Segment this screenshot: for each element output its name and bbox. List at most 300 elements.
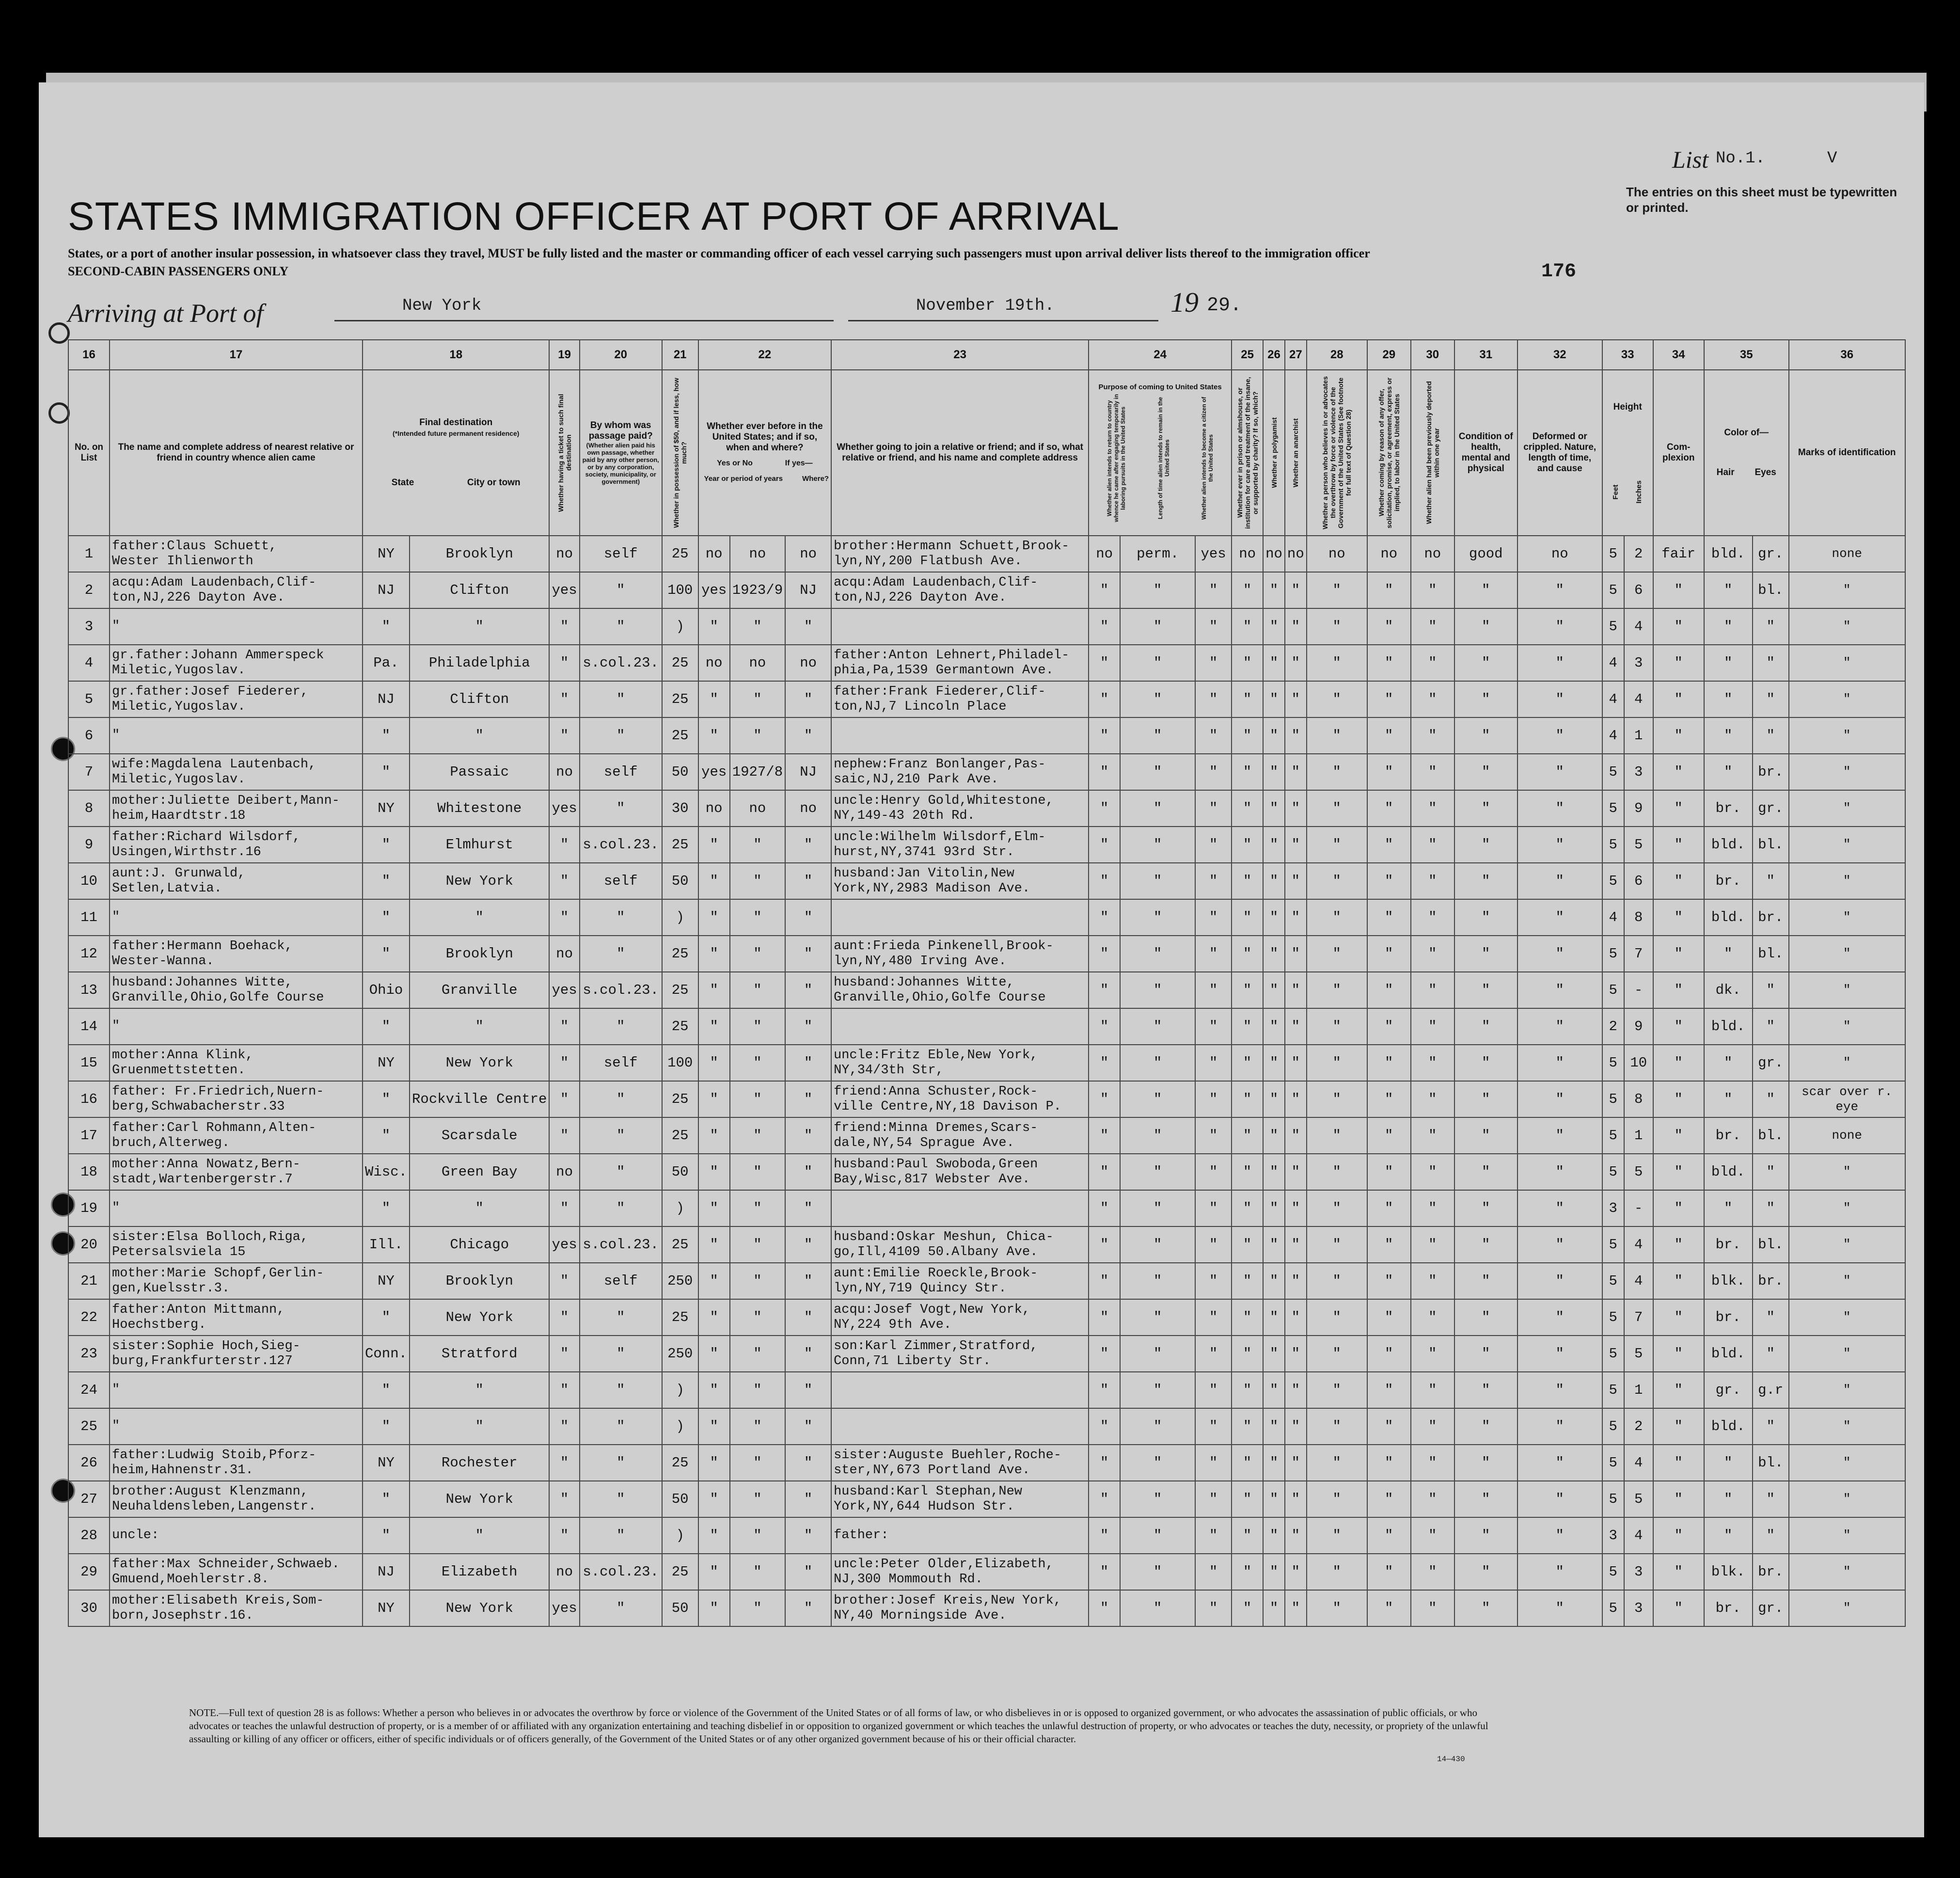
- purpose-citizen-cell: ": [1195, 790, 1232, 827]
- joining-cell-line-1: husband:Jan Vitolin,New: [834, 866, 1014, 881]
- complexion-cell: ": [1653, 1226, 1704, 1263]
- deported-cell: ": [1411, 1372, 1454, 1408]
- year-cell: ": [730, 1081, 785, 1117]
- eyes-cell: br.: [1753, 1263, 1789, 1299]
- anarchist-cell: no: [1285, 536, 1307, 572]
- money-cell: 25: [662, 1445, 698, 1481]
- deported-cell: ": [1411, 1190, 1454, 1226]
- joining-cell-line-2: saic,NJ,210 Park Ave.: [834, 772, 999, 787]
- anarchist-cell: ": [1285, 1590, 1307, 1626]
- labor-offer-cell: ": [1367, 1590, 1411, 1626]
- polygamist-cell: ": [1263, 1445, 1285, 1481]
- where-cell: ": [785, 1045, 831, 1081]
- money-cell: 25: [662, 717, 698, 754]
- marks-cell: ": [1789, 972, 1905, 1008]
- anarchist-cell: ": [1285, 1190, 1307, 1226]
- money-cell: 25: [662, 645, 698, 681]
- joining-cell: [831, 572, 1089, 608]
- year-cell: ": [730, 1372, 785, 1408]
- relative-cell: [110, 1154, 363, 1190]
- joining-cell-line-2: lyn,NY,719 Quincy Str.: [834, 1281, 1007, 1296]
- city-cell: ": [410, 1517, 549, 1554]
- table-row: [68, 1590, 1905, 1626]
- year-cell: ": [730, 1481, 785, 1517]
- joining-cell-line-2: NY,224 9th Ave.: [834, 1317, 952, 1332]
- anarchist-cell: ": [1285, 1554, 1307, 1590]
- purpose-citizen-cell: ": [1195, 1517, 1232, 1554]
- year-cell: ": [730, 1517, 785, 1554]
- table-row: [68, 1081, 1905, 1117]
- eyes-cell: gr.: [1753, 1590, 1789, 1626]
- joining-cell: [831, 1045, 1089, 1081]
- row-number: 25: [68, 1408, 110, 1445]
- ticket-cell: ": [549, 1299, 579, 1336]
- complexion-cell: ": [1653, 1590, 1704, 1626]
- polygamist-cell: ": [1263, 645, 1285, 681]
- deformed-cell: ": [1517, 717, 1602, 754]
- row-number: 30: [68, 1590, 110, 1626]
- deported-cell: ": [1411, 972, 1454, 1008]
- purpose-length-cell: ": [1120, 1408, 1195, 1445]
- inches-cell: 5: [1624, 827, 1653, 863]
- city-cell: ": [410, 1408, 549, 1445]
- before-cell: ": [698, 827, 730, 863]
- table-row: [68, 1517, 1905, 1554]
- table-row: [68, 1372, 1905, 1408]
- year-cell: ": [730, 608, 785, 645]
- year-cell: ": [730, 936, 785, 972]
- year-cell: ": [730, 1226, 785, 1263]
- anarchist-cell: ": [1285, 1081, 1307, 1117]
- city-cell: ": [410, 1372, 549, 1408]
- marks-cell: ": [1789, 608, 1905, 645]
- feet-cell: 5: [1602, 1081, 1624, 1117]
- before-cell: ": [698, 1117, 730, 1154]
- city-cell: Philadelphia: [410, 645, 549, 681]
- table-row: [68, 717, 1905, 754]
- feet-cell: 5: [1602, 1117, 1624, 1154]
- feet-cell: 5: [1602, 1445, 1624, 1481]
- deformed-cell: ": [1517, 1190, 1602, 1226]
- table-row: [68, 1263, 1905, 1299]
- eyes-cell: bl.: [1753, 1226, 1789, 1263]
- header-final-destination: [363, 370, 549, 536]
- hair-label: Hair: [1716, 467, 1735, 477]
- header-polygamist: Whether a polygamist: [1263, 370, 1285, 536]
- purpose-citizen-cell: ": [1195, 1336, 1232, 1372]
- before-cell: ": [698, 1336, 730, 1372]
- row-number: 23: [68, 1336, 110, 1372]
- city-cell: Passaic: [410, 754, 549, 790]
- eyes-cell: ": [1753, 1081, 1789, 1117]
- joining-cell-line-2: NY,40 Morningside Ave.: [834, 1608, 1007, 1623]
- polygamist-cell: ": [1263, 717, 1285, 754]
- relative-cell-line-2: ton,NJ,226 Dayton Ave.: [112, 590, 285, 605]
- inches-cell: 4: [1624, 1517, 1653, 1554]
- joining-cell: [831, 1408, 1089, 1445]
- paid-by-cell: self: [580, 863, 662, 899]
- ticket-cell: ": [549, 1263, 579, 1299]
- prison-cell: ": [1232, 972, 1263, 1008]
- deported-cell: ": [1411, 1008, 1454, 1045]
- where-cell: NJ: [785, 572, 831, 608]
- ticket-cell: ": [549, 827, 579, 863]
- joining-cell: [831, 1263, 1089, 1299]
- q28-cell: ": [1307, 1081, 1367, 1117]
- relative-cell: [110, 1590, 363, 1626]
- paid-by-cell: ": [580, 899, 662, 936]
- purpose-length-label: Length of time alien intends to remain in the United States: [1156, 397, 1170, 520]
- money-cell: 25: [662, 681, 698, 717]
- before-cell: ": [698, 1008, 730, 1045]
- joining-cell: [831, 972, 1089, 1008]
- year-suffix: 29.: [1207, 295, 1242, 317]
- state-cell: NY: [363, 536, 410, 572]
- complexion-cell: ": [1653, 1081, 1704, 1117]
- purpose-return-cell: ": [1089, 1590, 1120, 1626]
- city-cell: Chicago: [410, 1226, 549, 1263]
- feet-cell: 5: [1602, 1263, 1624, 1299]
- eyes-cell: g.r: [1753, 1372, 1789, 1408]
- relative-cell-line-1: ": [112, 1419, 120, 1433]
- state-cell: NY: [363, 790, 410, 827]
- anarchist-cell: ": [1285, 1117, 1307, 1154]
- header-anarchist: Whether an anarchist: [1285, 370, 1307, 536]
- purpose-length-cell: ": [1120, 1445, 1195, 1481]
- labor-offer-cell: ": [1367, 572, 1411, 608]
- labor-offer-cell: ": [1367, 1081, 1411, 1117]
- binding-ring: [48, 402, 70, 424]
- prison-cell: ": [1232, 1517, 1263, 1554]
- relative-cell: [110, 608, 363, 645]
- purpose-return-cell: ": [1089, 717, 1120, 754]
- anarchist-cell: ": [1285, 1299, 1307, 1336]
- feet-cell: 5: [1602, 608, 1624, 645]
- prison-cell: ": [1232, 1008, 1263, 1045]
- ticket-cell: ": [549, 1336, 579, 1372]
- purpose-return-cell: ": [1089, 1263, 1120, 1299]
- complexion-cell: ": [1653, 1299, 1704, 1336]
- relative-cell: [110, 645, 363, 681]
- q28-cell: ": [1307, 608, 1367, 645]
- anarchist-cell: ": [1285, 717, 1307, 754]
- before-cell: ": [698, 1372, 730, 1408]
- relative-cell-line-1: gr.father:Johann Ammerspeck: [112, 648, 324, 663]
- state-cell: NY: [363, 1263, 410, 1299]
- anarchist-cell: ": [1285, 863, 1307, 899]
- anarchist-cell: ": [1285, 790, 1307, 827]
- joining-cell-line-2: ton,NJ,7 Lincoln Place: [834, 699, 1007, 714]
- year-cell: ": [730, 827, 785, 863]
- joining-cell-line-1: nephew:Franz Bonlanger,Pas-: [834, 757, 1046, 772]
- column-number: 36: [1789, 340, 1905, 370]
- joining-cell-line-2: NY,34/3th Str,: [834, 1063, 944, 1078]
- relative-cell-line-1: ": [112, 910, 120, 924]
- purpose-return-cell: ": [1089, 1299, 1120, 1336]
- joining-cell-line-1: aunt:Frieda Pinkenell,Brook-: [834, 939, 1054, 954]
- anarchist-cell: ": [1285, 899, 1307, 936]
- deported-cell: no: [1411, 536, 1454, 572]
- relative-cell: [110, 1008, 363, 1045]
- feet-cell: 2: [1602, 1008, 1624, 1045]
- before-cell: ": [698, 972, 730, 1008]
- marks-cell: ": [1789, 1045, 1905, 1081]
- ticket-cell: no: [549, 754, 579, 790]
- purpose-length-cell: ": [1120, 936, 1195, 972]
- deformed-cell: ": [1517, 1154, 1602, 1190]
- deformed-cell: ": [1517, 1299, 1602, 1336]
- year-cell: ": [730, 681, 785, 717]
- joining-cell: [831, 754, 1089, 790]
- joining-cell-line-1: uncle:Henry Gold,Whitestone,: [834, 793, 1054, 808]
- relative-cell-line-1: gr.father:Josef Fiederer,: [112, 684, 309, 699]
- inches-cell: 2: [1624, 1408, 1653, 1445]
- inches-cell: 7: [1624, 1299, 1653, 1336]
- marks-cell: ": [1789, 1226, 1905, 1263]
- anarchist-cell: ": [1285, 1008, 1307, 1045]
- complexion-cell: ": [1653, 1263, 1704, 1299]
- state-cell: ": [363, 936, 410, 972]
- polygamist-cell: ": [1263, 1117, 1285, 1154]
- money-cell: ): [662, 1517, 698, 1554]
- money-cell: ): [662, 608, 698, 645]
- ticket-cell: yes: [549, 572, 579, 608]
- inches-cell: 8: [1624, 1081, 1653, 1117]
- prison-cell: ": [1232, 572, 1263, 608]
- row-number: 6: [68, 717, 110, 754]
- list-suffix: V: [1827, 149, 1837, 168]
- paid-by-cell: ": [580, 1481, 662, 1517]
- purpose-return-cell: ": [1089, 645, 1120, 681]
- purpose-citizen-cell: ": [1195, 827, 1232, 863]
- purpose-length-cell: ": [1120, 1045, 1195, 1081]
- relative-cell: [110, 681, 363, 717]
- city-cell: Brooklyn: [410, 536, 549, 572]
- eyes-cell: gr.: [1753, 1045, 1789, 1081]
- relative-cell-line-2: Granville,Ohio,Golfe Course: [112, 990, 324, 1005]
- joining-cell: [831, 899, 1089, 936]
- health-cell: ": [1454, 1517, 1517, 1554]
- joining-cell-line-1: uncle:Peter Older,Elizabeth,: [834, 1557, 1054, 1572]
- health-cell: ": [1454, 1117, 1517, 1154]
- ticket-cell: ": [549, 899, 579, 936]
- eyes-cell: br.: [1753, 754, 1789, 790]
- where-cell: ": [785, 1117, 831, 1154]
- complexion-cell: ": [1653, 1190, 1704, 1226]
- joining-cell: [831, 1299, 1089, 1336]
- header-before-in-us: [698, 370, 831, 536]
- state-cell: Conn.: [363, 1336, 410, 1372]
- relative-cell: [110, 827, 363, 863]
- ticket-cell: yes: [549, 790, 579, 827]
- city-cell: ": [410, 717, 549, 754]
- relative-cell-line-2: Neuhaldensleben,Langenstr.: [112, 1499, 316, 1514]
- marks-cell: ": [1789, 936, 1905, 972]
- row-number: 3: [68, 608, 110, 645]
- year-cell: ": [730, 972, 785, 1008]
- health-cell: ": [1454, 1481, 1517, 1517]
- paid-by-cell: ": [580, 1590, 662, 1626]
- row-number: 29: [68, 1554, 110, 1590]
- purpose-length-cell: ": [1120, 572, 1195, 608]
- relative-cell: [110, 1299, 363, 1336]
- complexion-cell: ": [1653, 754, 1704, 790]
- paid-by-cell: ": [580, 681, 662, 717]
- deported-cell: ": [1411, 899, 1454, 936]
- feet-cell: 5: [1602, 1481, 1624, 1517]
- relative-cell-line-1: ": [112, 619, 120, 634]
- final-destination-label: Final destination: [419, 417, 493, 428]
- relative-cell-line-1: acqu:Adam Laudenbach,Clif-: [112, 575, 316, 590]
- purpose-length-cell: ": [1120, 1117, 1195, 1154]
- hair-cell: ": [1704, 717, 1753, 754]
- purpose-length-cell: ": [1120, 1554, 1195, 1590]
- q28-cell: ": [1307, 645, 1367, 681]
- table-row: [68, 1408, 1905, 1445]
- q28-cell: ": [1307, 1372, 1367, 1408]
- ticket-cell: ": [549, 608, 579, 645]
- joining-cell: [831, 1336, 1089, 1372]
- header-nearest-relative: The name and complete address of nearest relative or friend in country whence alien came: [110, 370, 363, 536]
- column-number: 33: [1602, 340, 1653, 370]
- ticket-cell: ": [549, 1008, 579, 1045]
- eyes-cell: br.: [1753, 899, 1789, 936]
- relative-cell-line-2: Wester-Wanna.: [112, 954, 214, 969]
- feet-cell: 5: [1602, 1045, 1624, 1081]
- prison-cell: ": [1232, 1590, 1263, 1626]
- purpose-length-cell: ": [1120, 1008, 1195, 1045]
- relative-cell: [110, 1336, 363, 1372]
- year-cell: ": [730, 1299, 785, 1336]
- eyes-cell: ": [1753, 608, 1789, 645]
- hair-cell: ": [1704, 1190, 1753, 1226]
- q28-cell: ": [1307, 1445, 1367, 1481]
- ticket-cell: ": [549, 1190, 579, 1226]
- hair-cell: ": [1704, 1517, 1753, 1554]
- before-cell: ": [698, 1590, 730, 1626]
- city-cell: New York: [410, 1299, 549, 1336]
- purpose-return-cell: ": [1089, 1154, 1120, 1190]
- joining-cell-line-2: go,Ill,4109 50.Albany Ave.: [834, 1244, 1038, 1259]
- ticket-cell: no: [549, 536, 579, 572]
- where-cell: NJ: [785, 754, 831, 790]
- before-cell: ": [698, 863, 730, 899]
- year-cell: 1927/8: [730, 754, 785, 790]
- health-cell: ": [1454, 1190, 1517, 1226]
- deformed-cell: ": [1517, 608, 1602, 645]
- purpose-citizen-cell: ": [1195, 1081, 1232, 1117]
- purpose-length-cell: ": [1120, 899, 1195, 936]
- row-number: 17: [68, 1117, 110, 1154]
- deformed-cell: ": [1517, 1226, 1602, 1263]
- table-row: [68, 1554, 1905, 1590]
- labor-offer-cell: ": [1367, 1554, 1411, 1590]
- purpose-citizen-cell: ": [1195, 1226, 1232, 1263]
- purpose-length-cell: ": [1120, 863, 1195, 899]
- deformed-cell: no: [1517, 536, 1602, 572]
- money-cell: 30: [662, 790, 698, 827]
- ticket-cell: yes: [549, 972, 579, 1008]
- purpose-return-cell: ": [1089, 790, 1120, 827]
- table-row: [68, 572, 1905, 608]
- hair-cell: ": [1704, 1081, 1753, 1117]
- deported-cell: ": [1411, 681, 1454, 717]
- relative-cell-line-2: gen,Kuelsstr.3.: [112, 1281, 230, 1296]
- money-cell: 25: [662, 536, 698, 572]
- row-number: 16: [68, 1081, 110, 1117]
- city-cell: Granville: [410, 972, 549, 1008]
- money-cell: 100: [662, 572, 698, 608]
- city-cell: Rochester: [410, 1445, 549, 1481]
- prison-cell: ": [1232, 863, 1263, 899]
- before-cell: ": [698, 1299, 730, 1336]
- before-cell: ": [698, 1226, 730, 1263]
- paid-by-cell: ": [580, 1081, 662, 1117]
- inches-cell: 6: [1624, 863, 1653, 899]
- joining-cell-line-1: husband:Paul Swoboda,Green: [834, 1157, 1038, 1172]
- marks-cell: ": [1789, 572, 1905, 608]
- hair-cell: br.: [1704, 863, 1753, 899]
- binding-ring: [48, 322, 70, 344]
- purpose-citizen-cell: yes: [1195, 536, 1232, 572]
- eyes-cell: ": [1753, 1517, 1789, 1554]
- feet-cell: 5: [1602, 1590, 1624, 1626]
- health-cell: ": [1454, 572, 1517, 608]
- polygamist-cell: ": [1263, 608, 1285, 645]
- hair-cell: bld.: [1704, 1154, 1753, 1190]
- marks-cell: ": [1789, 1517, 1905, 1554]
- marks-cell: ": [1789, 790, 1905, 827]
- marks-cell: ": [1789, 1190, 1905, 1226]
- labor-offer-cell: ": [1367, 1117, 1411, 1154]
- relative-cell-line-2: Setlen,Latvia.: [112, 881, 222, 896]
- relative-cell-line-2: Petersalsviela 15: [112, 1244, 246, 1259]
- relative-cell-line-2: berg,Schwabacherstr.33: [112, 1099, 285, 1114]
- purpose-return-cell: ": [1089, 1081, 1120, 1117]
- money-cell: 25: [662, 1081, 698, 1117]
- inches-label: Inches: [1634, 480, 1643, 504]
- hair-cell: ": [1704, 681, 1753, 717]
- complexion-cell: ": [1653, 645, 1704, 681]
- joining-cell-line-2: lyn,NY,480 Irving Ave.: [834, 954, 1007, 969]
- polygamist-cell: ": [1263, 572, 1285, 608]
- deformed-cell: ": [1517, 1081, 1602, 1117]
- header-question-28: Whether a person who believes in or advocates the overthrow by force or violence of the Government of the United States (See footnote for full text of Question 28): [1307, 370, 1367, 536]
- purpose-return-cell: ": [1089, 1226, 1120, 1263]
- where-cell: ": [785, 1263, 831, 1299]
- before-cell: ": [698, 1554, 730, 1590]
- purpose-length-cell: ": [1120, 717, 1195, 754]
- complexion-cell: ": [1653, 717, 1704, 754]
- before-cell: ": [698, 1517, 730, 1554]
- purpose-length-cell: ": [1120, 827, 1195, 863]
- ticket-cell: ": [549, 1445, 579, 1481]
- where-cell: ": [785, 1481, 831, 1517]
- joining-cell-line-1: friend:Anna Schuster,Rock-: [834, 1084, 1038, 1099]
- state-cell: Pa.: [363, 645, 410, 681]
- feet-cell: 5: [1602, 536, 1624, 572]
- prison-cell: ": [1232, 1117, 1263, 1154]
- joining-cell: [831, 790, 1089, 827]
- marks-cell: ": [1789, 1372, 1905, 1408]
- purpose-return-cell: no: [1089, 536, 1120, 572]
- polygamist-cell: ": [1263, 1190, 1285, 1226]
- purpose-citizen-cell: ": [1195, 1045, 1232, 1081]
- paid-by-cell: s.col.23.: [580, 1226, 662, 1263]
- header-purpose: [1089, 370, 1232, 536]
- purpose-citizen-cell: ": [1195, 1445, 1232, 1481]
- state-cell: ": [363, 1481, 410, 1517]
